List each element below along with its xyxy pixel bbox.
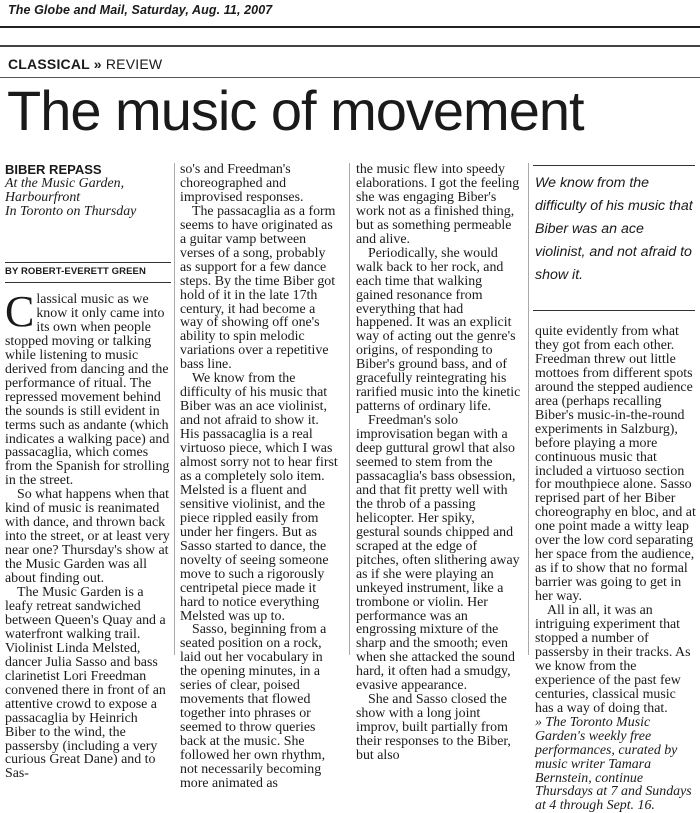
paragraph: She and Sasso closed the show with a long joint improv, built partially from their responses to the Biber, but also (356, 692, 511, 764)
byline-rule (5, 282, 171, 283)
event-venue: At the Music Garden, (5, 176, 125, 191)
paragraph: So what happens when that kind of music is reanimated with dance, and thrown back into the street, or at least very near one? Thursday's show at the Music Garden was all about finding out. (5, 487, 170, 587)
top-rule-2 (0, 45, 700, 47)
paragraph: We know from the difficulty of his music that Biber was an ace violinist, and not afraid to show it. His passacaglia is a real virtuoso piece, which I was almost sorry not to hear first as a completely solo item. Melsted is a fluent and sensitive violinist, and the piece rippled easily from under her fingers. But as Sasso started to dance, the novelty of seeing someone move to such a rigorously centripetal piece made it hard to notice everything Melsted was up to. (180, 371, 338, 624)
paragraph: The Music Garden is a leafy retreat sandwiched between Queen's Quay and a waterfront walking trail. Violinist Linda Melsted, dancer Julia Sasso and bass clarinetist Lori Freedman convened there in front of an attentive crowd to expose a passacaglia by Heinrich Biber to the wind, the passersby (including a very curious Great Dane) and to Sas- (5, 585, 166, 782)
section-label (8, 56, 162, 72)
paragraph: Periodically, she would walk back to her rock, and each time that walking gained resonance from everything that had happened. It was an explicit way of acting out the genre's origins, of responding to Biber's ground bass, and of gracefully reintegrating his rarified music into the kinetic patterns of ordinary life. (356, 245, 521, 415)
paragraph: The passacaglia as a form seems to have originated as a guitar vamp between verses of a song, probably as support for a few dance steps. By the time Biber got hold of it in the late 17th century, it had become a way of showing off one's ability to spin melodic variations over a repetitive bass line. (180, 203, 336, 373)
headline: The music of movement (7, 79, 584, 142)
section-separator: » (93, 56, 102, 72)
paragraph: the music flew into speedy elaborations. I got the feeling she was engaging Biber's work not as a finished thing, but as something permeable and alive. (356, 162, 520, 247)
column-divider (174, 163, 175, 655)
pull-quote-rule-bottom (533, 310, 695, 311)
paragraph: Freedman's solo improvisation began with a deep guttural growl that also seemed to stem from the passacaglia's bass obsession, and that fit pretty well with the throb of a passing helicopter. Her spiky, gestural sounds chipped and scraped at the edge of pitches, often slithering away as if she were playing an unkeyed instrument, like a trombone or violin. Her performance was an engrossing mixture of the sharp and the smooth; even when she attacked the sound hard, it often had a smudgy, evasive appearance. (356, 413, 520, 694)
event-title: BIBER REPASS (5, 162, 102, 177)
column-4 (535, 325, 697, 813)
byline-rule-top (5, 262, 171, 263)
drop-cap: C (5, 287, 35, 336)
pull-quote: We know from the difficulty of his music that Biber was an ace violinist, and not afraid to show it. (535, 175, 693, 283)
top-rule (0, 26, 700, 28)
section-subsection: REVIEW (105, 56, 163, 72)
paragraph (5, 287, 171, 489)
paragraph: All in all, it was an intriguing experiment that stopped a number of passersby in their tracks. As we know from the experience of the past few centuries, classical music has a way of doing that. (535, 603, 691, 716)
byline: BY ROBERT-EVERETT GREEN (5, 266, 146, 277)
paragraph-text: lassical music as we know it only came into its own when people stopped moving or talking while listening to music derived from dancing and the performance of ritual. The repressed movement behind the sounds is still evident in terms such as andante (which indicates a walking pace) and passacaglia, which comes from the Spanish for strolling in the street. (5, 292, 170, 489)
paragraph: so's and Freedman's choreographed and improvised responses. (180, 162, 304, 205)
column-1 (5, 287, 171, 782)
event-location: Harbourfront (5, 190, 81, 205)
paragraph: quite evidently from what they got from each other. Freedman threw out little mottoes from different spots around the stepped audience area (perhaps recalling Biber's music-in-the-round experiments in Salzburg), before playing a more continuous music that included a virtuoso section for mouthpiece alone. Sasso reprised part of her Biber choreography en bloc, and at one point made a witty leap over the low cord separating her space from the audience, as if to show that no formal barrier was going to get in her way. (535, 324, 696, 605)
column-3 (356, 163, 522, 763)
event-date: In Toronto on Thursday (5, 204, 137, 219)
column-divider (349, 163, 350, 655)
section-name: CLASSICAL (8, 56, 90, 72)
column-divider (528, 163, 529, 655)
paragraph: Sasso, beginning from a seated position on a rock, laid out her vocabulary in the opening minutes, in a series of clear, poised movements that flowed together into phrases or seemed to throw queries back at the music. She followed her own rhythm, not necessarily becoming more animated as (180, 622, 327, 791)
section-rule (0, 77, 700, 78)
event-info (5, 163, 171, 219)
column-2 (180, 163, 340, 791)
pull-quote-rule-top (533, 165, 695, 166)
masthead: The Globe and Mail, Saturday, Aug. 11, 2007 (8, 3, 273, 17)
event-tagline: » The Toronto Music Garden's weekly free performances, curated by music writer Tamara Bernstein, continue Thursdays at 7 and Sundays at 4 through Sept. 16. (535, 714, 692, 813)
